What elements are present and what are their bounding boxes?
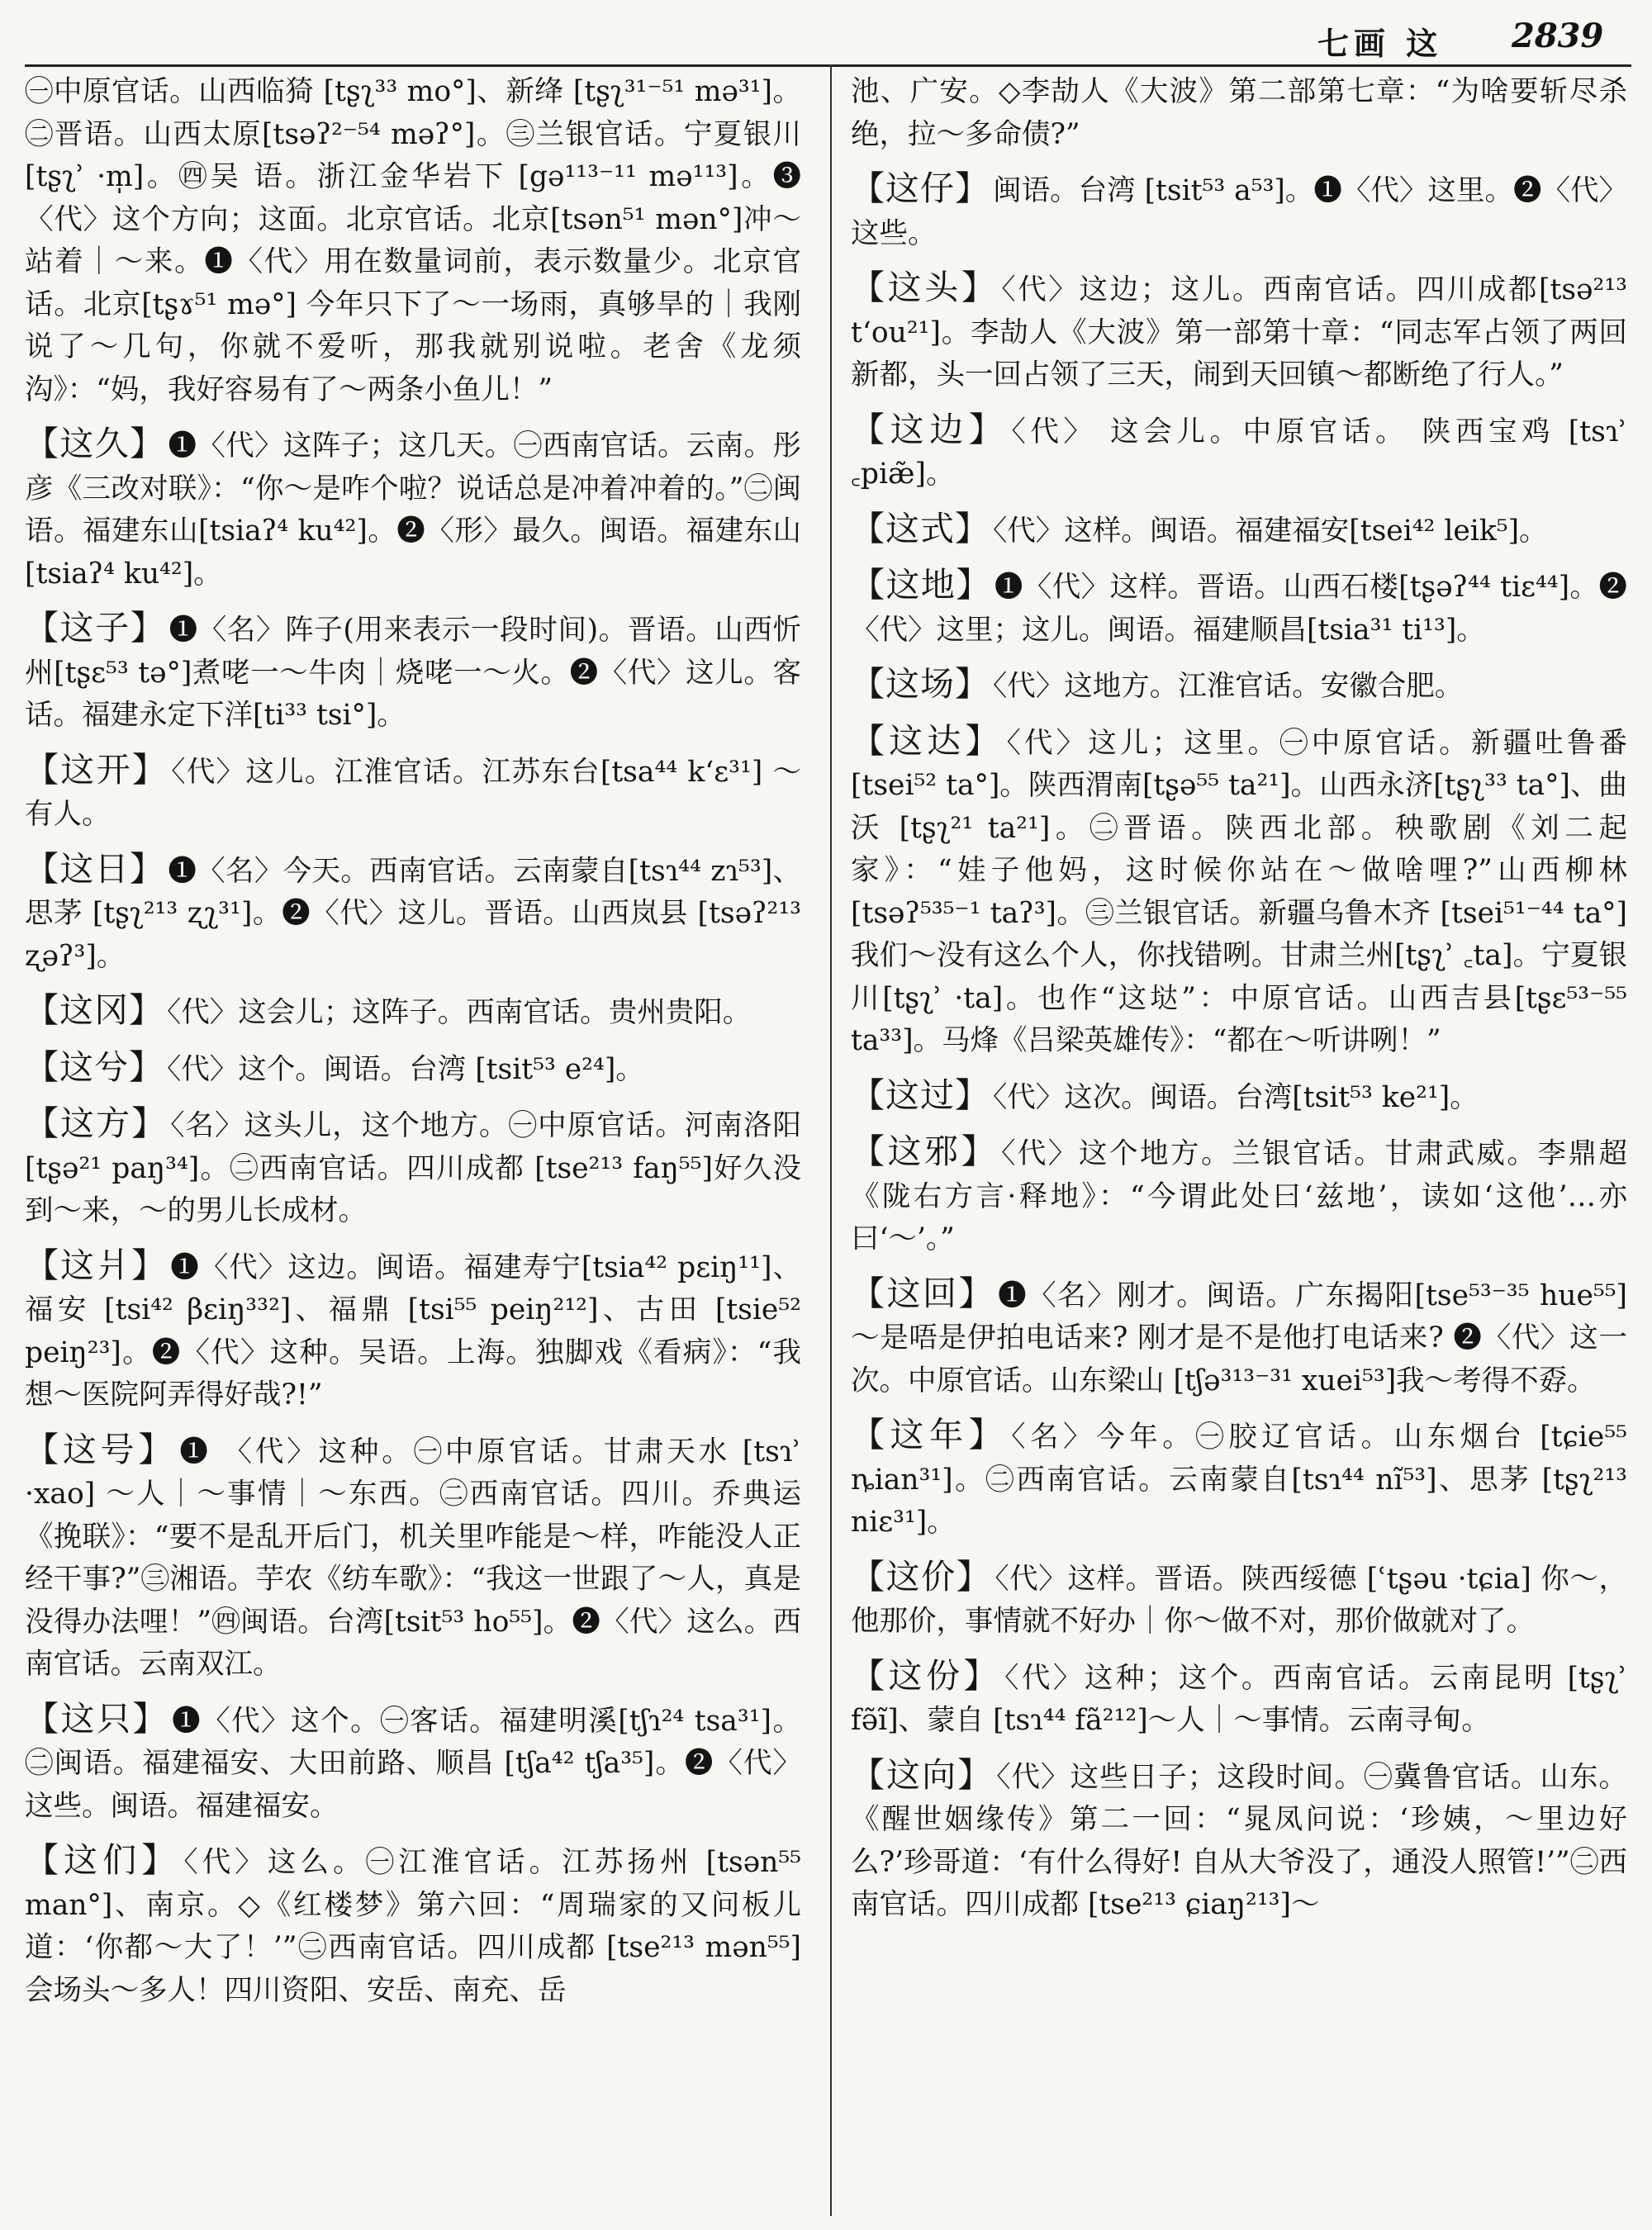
column-divider [830,64,832,2216]
entry-body: 〈代〉这么。㊀江淮官话。江苏扬州 [tsən⁵⁵ man°]、南京。◇《红楼梦》第六回：“周瑞家的又问板儿道：‘你都～大了！’”㊁西南官话。四川成都 [tse²¹³ mən⁵⁵] 会场头～多人！四川资阳、安岳、南充、岳 [25,1846,801,2007]
dictionary-entry [851,663,1627,709]
entry-headword: 【这子】 [25,608,166,648]
entry-headword: 【这份】 [851,1655,1002,1696]
entry-body: 〈代〉这儿。江淮官话。江苏东台[tsa⁴⁴ k‘ɛ³¹] ～有人。 [25,755,801,831]
dictionary-entry [25,848,801,979]
dictionary-entry [851,508,1627,553]
right-column [851,71,1627,2213]
entry-body: ❶〈名〉阵子(用来表示一段时间)。晋语。山西忻州[tʂɛ⁵³ tə°]煮咾一～牛肉｜烧咾一～火。❷〈代〉这儿。客话。福建永定下洋[ti³³ tsi°]。 [25,614,801,732]
entry-body: ❶〈代〉这阵子；这几天。㊀西南官话。云南。彤彦《三改对联》：“你～是咋个啦？说话总是冲着冲着的。”㊁闽语。福建东山[tsiaʔ⁴ ku⁴²]。❷〈形〉最久。闽语。福建东山 [tsiaʔ⁴ ku⁴²]。 [25,429,801,591]
dictionary-entry [25,1103,801,1233]
section-title: 七画 这 [1317,26,1443,62]
entry-headword: 【这过】 [851,1075,990,1115]
entry-headword: 【这式】 [851,508,990,548]
left-column [25,71,801,2213]
entry-body: 〈名〉今年。㊀胶辽官话。山东烟台 [tɕie⁵⁵ ȵian³¹]。㊁西南官话。云南蒙自[tsɿ⁴⁴ nĩ⁵³]、思茅 [tʂʅ²¹³ niɛ³¹]。 [851,1421,1627,1539]
entry-headword: 【这向】 [851,1754,994,1795]
dictionary-entry [851,1556,1627,1644]
entry-headword: 【这只】 [25,1698,169,1739]
entry-body: 〈代〉这样。闽语。福建福安[tsei⁴² leik⁵]。 [993,514,1548,548]
dictionary-entry [25,71,801,411]
entry-body: ❶ 〈代〉这种。㊀中原官话。甘肃天水 [tsɿʾ ·xao] ～人｜～事情｜～东西。㊁西南官话。四川。乔典运《挽联》：“要不是乱开后门，机关里咋能是～样，咋能没人正经干事?”㊂湘语。芋农《纺车歌》：“我这一世跟了～人，真是没得办法哩！”㊃闽语。台湾[tsit⁵³ ho⁵⁵]。❷〈代〉这么。西南官话。云南双江。 [25,1435,801,1681]
entry-body: ❶〈代〉这样。晋语。山西石楼[tʂəʔ⁴⁴ tiɛ⁴⁴]。❷〈代〉这里；这儿。闽语。福建顺昌[tsia³¹ ti¹³]。 [851,571,1627,647]
dictionary-entry [25,749,801,837]
entry-headword: 【这邪】 [851,1132,999,1171]
dictionary-entry [851,564,1627,652]
entry-body: 〈代〉这些日子；这段时间。㊀冀鲁官话。山东。《醒世姻缘传》第二一回：“晁凤问说：‘珍姨，～里边好么?’珍哥道：‘有什么得好! 自从大爷没了，通没人照管!’”㊁西南官话。四川成都 [tse²¹³ ɕiaŋ²¹³]～ [851,1760,1627,1921]
dictionary-entry [25,1046,801,1092]
dictionary-entry [851,1131,1627,1261]
entry-headword: 【这达】 [851,720,1004,761]
dictionary-entry [25,1245,801,1417]
dictionary-entry [25,989,801,1035]
dictionary-entry [25,423,801,595]
entry-body: ❶〈代〉这边。闽语。福建寿宁[tsia⁴² pɛiŋ¹¹]、福安 [tsi⁴² βɛiŋ³³²]、福鼎 [tsi⁵⁵ peiŋ²¹²]、古田 [tsie⁵² peiŋ²³]。❷〈代〉这种。吴语。上海。独脚戏《看病》：“我想～医院阿弄得好哉?!” [25,1250,801,1412]
entry-headword: 【这兮】 [25,1046,164,1087]
header-rule [25,64,1631,67]
entry-headword: 【这边】 [851,409,1009,449]
dictionary-entry [851,409,1627,496]
entry-headword: 【这冈】 [25,990,164,1030]
entry-headword: 【这久】 [25,424,165,463]
entry-body: 〈代〉这儿；这里。㊀中原官话。新疆吐鲁番 [tsei⁵² ta°]。陕西渭南[tʂə⁵⁵ ta²¹]。山西永济[tʂʅ³³ ta°]、曲沃 [tʂʅ²¹ ta²¹]。㊁晋语。陕西北部。秧歌剧《刘二起家》：“娃子他妈，这时候你站在～做啥哩?”山西柳林[tsəʔ⁵³⁵⁻¹ taʔ³]。㊂兰银官话。新疆乌鲁木齐 [tsei⁵¹⁻⁴⁴ ta°]我们～没有这么个人，你找错咧。甘肃兰州[tʂʅʾ ꜀ta]。宁夏银川[tʂʅʾ ·ta]。也作“这垯”：中原官话。山西吉县[tʂɛ⁵³⁻⁵⁵ ta³³]。马烽《吕梁英雄传》：“都在～听讲咧！” [851,726,1627,1057]
entry-body: 〈代〉 这会儿。中原官话。 陕西宝鸡 [tsɿʾ ꜀piæ̃]。 [851,415,1627,491]
entry-body: 〈代〉这种；这个。西南官话。云南昆明 [tʂʅʾ fə̃ĩ]、蒙自 [tsɿ⁴⁴ fã²¹²]～人｜～事情。云南寻甸。 [851,1661,1627,1737]
entry-body: 〈代〉这地方。江淮官话。安徽合肥。 [993,670,1464,703]
entry-headword: 【这开】 [25,749,169,790]
dictionary-entry [25,1429,801,1687]
entry-body: ❶〈代〉这个。㊀客话。福建明溪[tʃɿ²⁴ tsa³¹]。㊁闽语。福建福安、大田前路、顺昌 [tʃa⁴² tʃa³⁵]。❷〈代〉这些。闽语。福建福安。 [25,1704,801,1823]
entry-headword: 【这爿】 [25,1245,168,1285]
entry-body: 〈代〉这个地方。兰银官话。甘肃武威。李鼎超《陇右方言·释地》：“今谓此处曰‘兹地’，读如‘这他’…亦曰‘～’。” [851,1137,1627,1255]
entry-body: 〈代〉这样。晋语。陕西绥德 [ʿtʂəu ·tɕia] 你～，他那价，事情就不好办｜你～做不对，那价做就对了。 [851,1562,1627,1638]
dictionary-entry [851,720,1627,1063]
dictionary-entry [851,71,1627,156]
entry-headword: 【这场】 [851,664,990,704]
entry-body: 〈代〉这次。闽语。台湾[tsit⁵³ ke²¹]。 [993,1080,1479,1114]
entry-headword: 【这头】 [851,268,999,307]
entry-body: ❶〈名〉今天。西南官话。云南蒙自[tsɿ⁴⁴ zɿ⁵³]、思茅 [tʂʅ²¹³ ʐʅ³¹]。❷〈代〉这儿。晋语。山西岚县 [tsəʔ²¹³ ʐəʔ³]。 [25,854,801,973]
entry-body: 池、广安。◇李劼人《大波》第二部第七章：“为啥要斩尽杀绝，拉～多命债?” [851,75,1627,151]
dictionary-entry [25,1698,801,1829]
entry-headword: 【这们】 [25,1840,181,1880]
dictionary-entry [851,1273,1627,1403]
dictionary-entry [851,1754,1627,1927]
entry-headword: 【这仔】 [851,168,990,208]
entry-body: ㊀中原官话。山西临猗 [tʂʅ³³ mo°]、新绛 [tʂʅ³¹⁻⁵¹ mə³¹]。㊁晋语。山西太原[tsəʔ²⁻⁵⁴ məʔ°]。㊂兰银官话。宁夏银川 [tʂʅʾ ·m̩]。㊃吴 语。浙江金华岩下 [gə¹¹³⁻¹¹ mə¹¹³]。❸〈代〉这个方向；这面。北京官话。北京[tsən⁵¹ mən°]冲～站着｜～来。❶〈代〉用在数量词前，表示数量少。北京官话。北京[tʂɤ⁵¹ mə°] 今年只下了～一场雨，真够旱的｜我刚说了～几句，你就不爱听，那我就别说啦。老舍《龙须沟》：“妈，我好容易有了～两条小鱼儿！” [25,75,801,406]
dictionary-entry [851,1075,1627,1120]
entry-body: 〈代〉这边；这儿。西南官话。四川成都[tsə²¹³ t‘ou²¹]。李劼人《大波》第一部第十章：“同志军占领了两回新都，头一回占领了三天，闹到天回镇～都断绝了行人。” [851,273,1627,391]
entry-headword: 【这日】 [25,848,165,889]
entry-headword: 【这地】 [851,565,991,605]
entry-body: 〈名〉这头儿，这个地方。㊀中原官话。河南洛阳[tʂə²¹ paŋ³⁴]。㊁西南官话。四川成都 [tse²¹³ faŋ⁵⁵]好久没到～来，～的男儿长成材。 [25,1109,801,1227]
entry-headword: 【这价】 [851,1556,992,1597]
page-number: 2839 [1512,17,1604,55]
entry-headword: 【这回】 [851,1273,995,1313]
dictionary-entry [851,1414,1627,1544]
entry-body: 〈代〉这个。闽语。台湾 [tsit⁵³ e²⁴]。 [167,1052,644,1086]
page-header [0,0,1652,73]
dictionary-entry [851,168,1627,255]
entry-headword: 【这方】 [25,1103,168,1143]
entry-headword: 【这号】 [25,1429,177,1469]
entry-body: 〈代〉这会儿；这阵子。西南官话。贵州贵阳。 [167,996,752,1029]
dictionary-entry [25,1839,801,2012]
entry-body: ❶〈名〉刚才。闽语。广东揭阳[tse⁵³⁻³⁵ hue⁵⁵] ～是唔是伊拍电话来? 刚才是不是他打电话来? ❷〈代〉这一次。中原官话。山东梁山 [tʃə³¹³⁻³¹ xuei⁵³]我～考得不孬。 [851,1279,1627,1397]
entry-headword: 【这年】 [851,1415,1009,1454]
dictionary-entry [851,267,1627,397]
entry-body: 闽语。台湾 [tsit⁵³ a⁵³]。❶〈代〉这里。❷〈代〉这些。 [851,174,1627,250]
dictionary-entry [851,1655,1627,1743]
dictionary-entry [25,607,801,738]
